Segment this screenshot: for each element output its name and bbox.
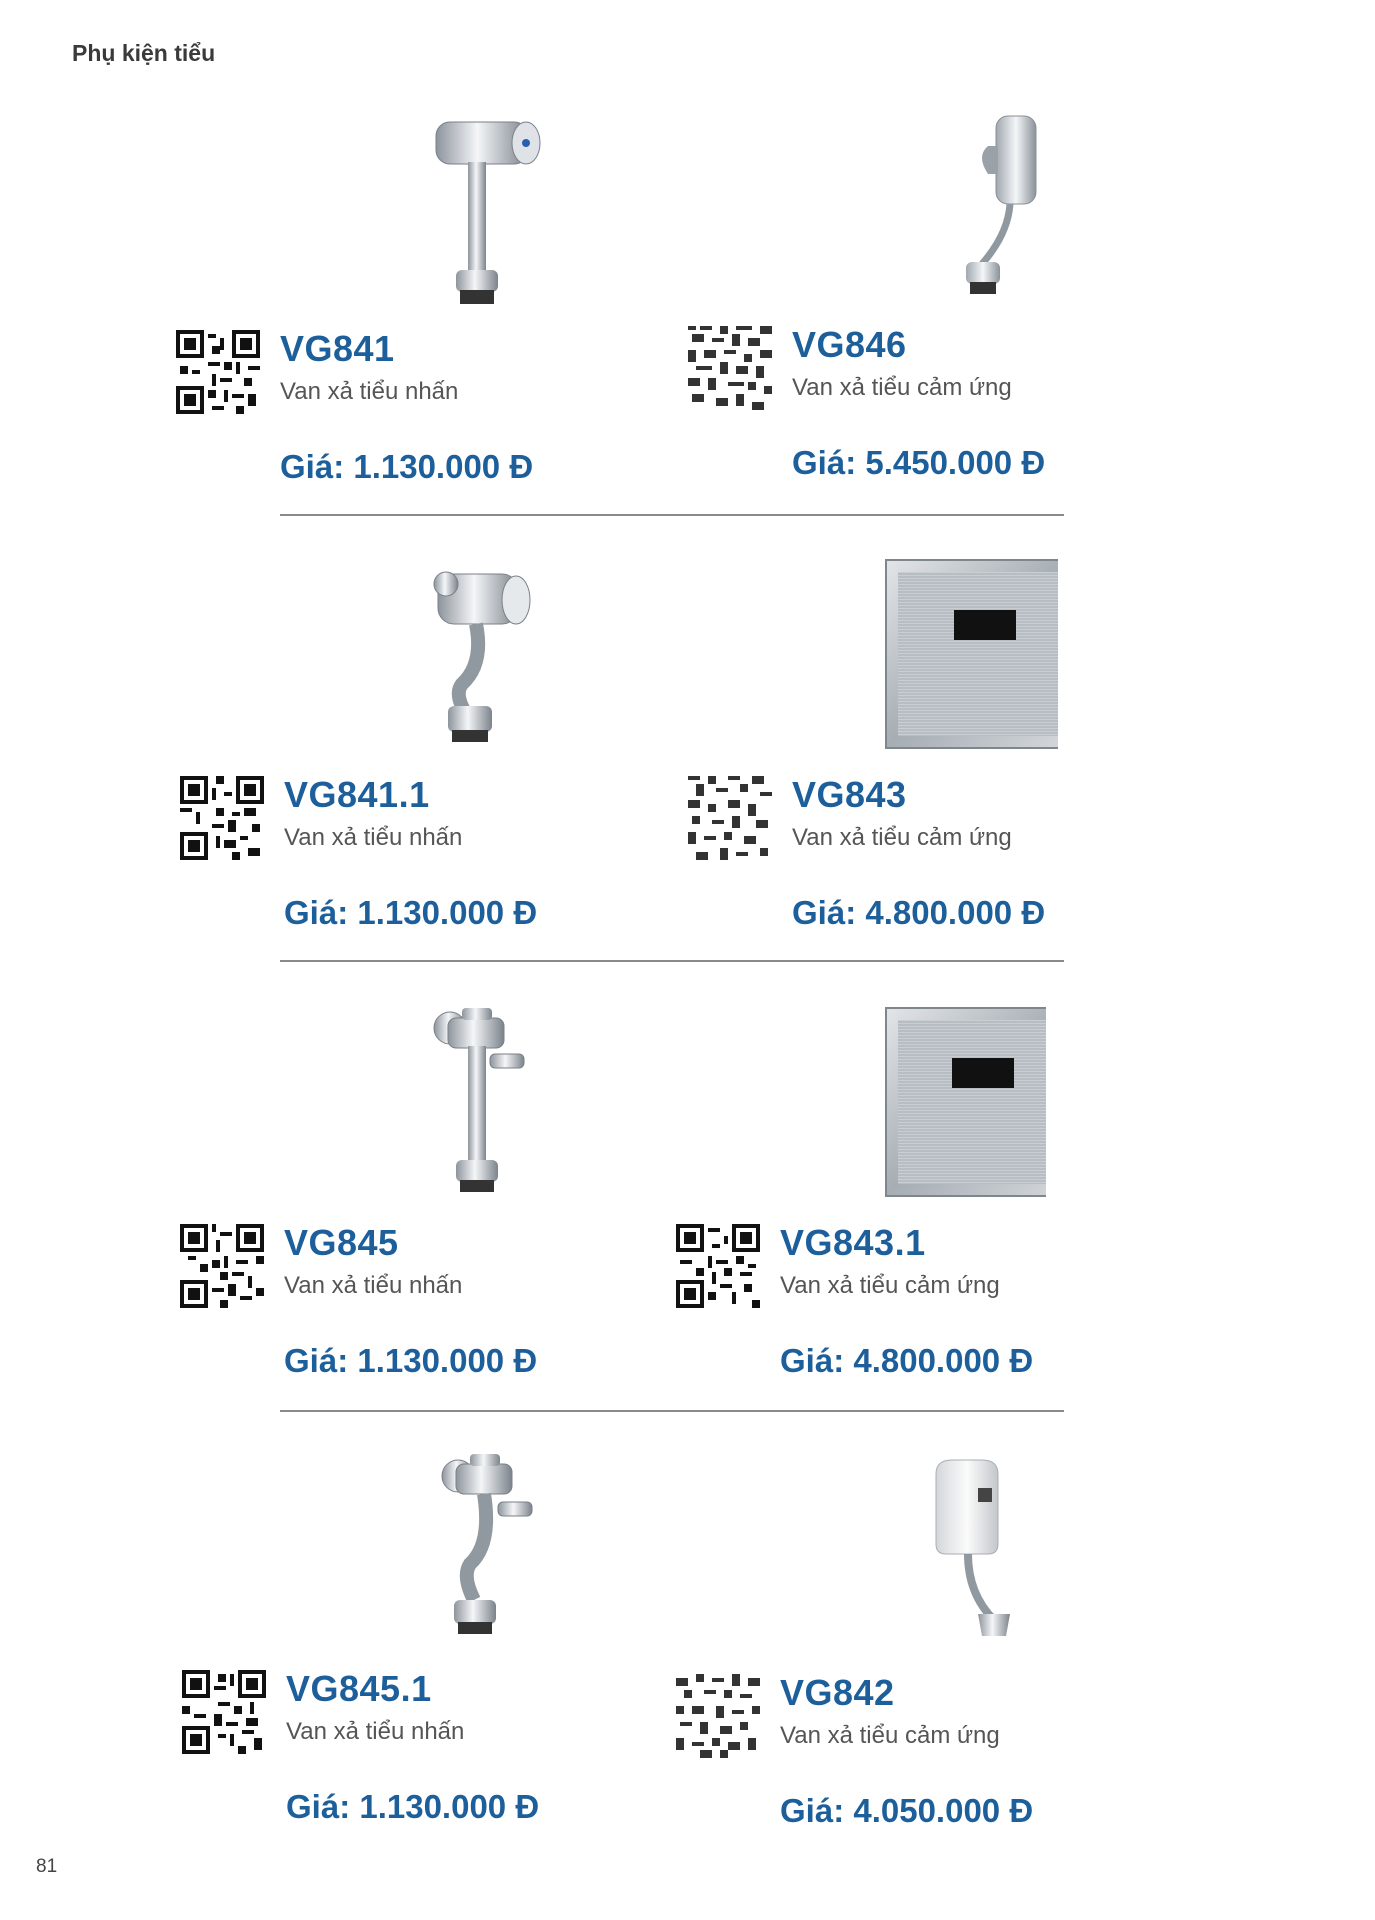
qr-code [676, 1674, 760, 1758]
product-photo-sensor-valve [758, 106, 1058, 306]
qr-code [180, 1224, 264, 1308]
product-code: VG846 [792, 324, 907, 365]
product-description: Van xả tiểu nhấn [286, 1718, 465, 1745]
product-description: Van xả tiểu nhấn [284, 1272, 463, 1299]
product-price: Giá: 5.450.000 Đ [792, 444, 1046, 481]
product-description: Van xả tiểu nhấn [280, 378, 459, 405]
product-photo-push-valve [246, 110, 546, 310]
product-photo-sensor-plate [746, 1004, 1046, 1204]
product-description: Van xả tiểu cảm ứng [780, 1722, 1000, 1749]
row-divider [280, 514, 1064, 516]
product-description: Van xả tiểu cảm ứng [792, 374, 1012, 401]
product-card-vg845 [180, 1004, 700, 1424]
product-description: Van xả tiểu cảm ứng [780, 1272, 1000, 1299]
product-card-vg842 [676, 1454, 1196, 1874]
qr-code [676, 1224, 760, 1308]
product-card-vg845-1 [182, 1450, 702, 1870]
qr-code [180, 776, 264, 860]
qr-code [688, 776, 772, 860]
product-photo-lever-valve-bent [252, 1450, 552, 1650]
product-card-vg841 [176, 110, 696, 530]
product-card-vg843-1 [676, 1004, 1196, 1424]
qr-code [182, 1670, 266, 1754]
product-code: VG841.1 [284, 774, 430, 815]
section-title: Phụ kiện tiểu [72, 40, 216, 66]
product-code: VG845.1 [286, 1668, 432, 1709]
qr-code [688, 326, 772, 410]
row-divider [280, 1410, 1064, 1412]
product-photo-sensor-plate [758, 556, 1058, 756]
product-description: Van xả tiểu cảm ứng [792, 824, 1012, 851]
product-price: Giá: 4.800.000 Đ [780, 1342, 1034, 1379]
product-photo-sensor-valve-white [746, 1454, 1046, 1654]
product-price: Giá: 1.130.000 Đ [280, 448, 534, 485]
product-photo-lever-valve [250, 1004, 550, 1204]
product-card-vg843 [688, 556, 1208, 976]
page-number: 81 [36, 1856, 58, 1877]
product-photo-push-valve-bent [250, 556, 550, 756]
product-card-vg846 [688, 106, 1208, 526]
product-code: VG843.1 [780, 1222, 926, 1263]
qr-code [176, 330, 260, 414]
product-description: Van xả tiểu nhấn [284, 824, 463, 851]
product-code: VG843 [792, 774, 907, 815]
product-price: Giá: 1.130.000 Đ [286, 1788, 540, 1825]
product-price: Giá: 1.130.000 Đ [284, 1342, 538, 1379]
product-price: Giá: 4.050.000 Đ [780, 1792, 1034, 1829]
row-divider [280, 960, 1064, 962]
product-price: Giá: 1.130.000 Đ [284, 894, 538, 931]
product-card-vg841-1 [180, 556, 700, 976]
product-code: VG841 [280, 328, 395, 369]
product-price: Giá: 4.800.000 Đ [792, 894, 1046, 931]
product-code: VG845 [284, 1222, 399, 1263]
product-code: VG842 [780, 1672, 895, 1713]
